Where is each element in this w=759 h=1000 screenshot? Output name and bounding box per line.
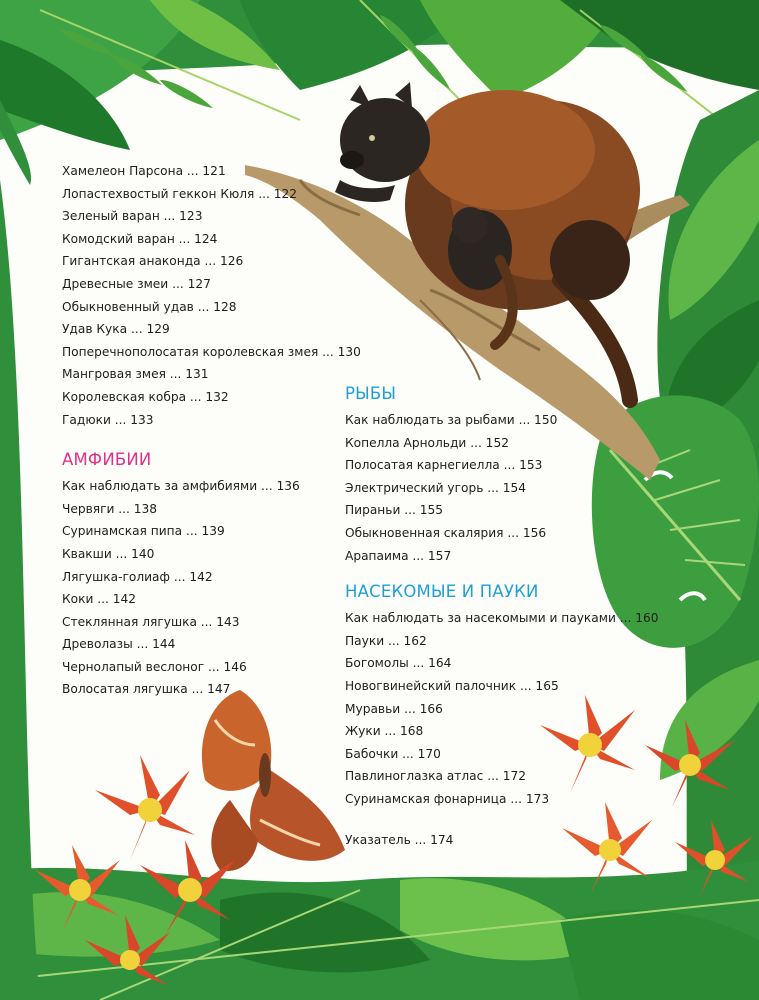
toc-entry[interactable]: Бабочки ... 170 bbox=[345, 746, 441, 761]
toc-entry[interactable]: Как наблюдать за насекомыми и пауками ... 160 bbox=[345, 611, 659, 626]
toc-entry[interactable]: Гигантская анаконда ... 126 bbox=[62, 254, 244, 269]
toc-entry-index[interactable]: Указатель ... 174 bbox=[345, 832, 454, 847]
section-heading-insects: НАСЕКОМЫЕ И ПАУКИ bbox=[345, 582, 539, 602]
toc-entry[interactable]: Суринамская фонарница ... 173 bbox=[345, 791, 550, 806]
toc-entry[interactable]: Поперечнополосатая королевская змея ... 130 bbox=[62, 344, 361, 359]
toc-entry[interactable]: Новогвинейский палочник ... 165 bbox=[345, 678, 559, 693]
insects-list bbox=[345, 607, 659, 810]
toc-entry[interactable]: Королевская кобра ... 132 bbox=[62, 389, 229, 404]
toc-entry[interactable]: Комодский варан ... 124 bbox=[62, 231, 218, 246]
toc-entry[interactable]: Полосатая карнегиелла ... 153 bbox=[345, 458, 543, 473]
toc-entry[interactable]: Как наблюдать за рыбами ... 150 bbox=[345, 413, 558, 427]
toc-entry[interactable]: Лопастехвостый геккон Кюля ... 122 bbox=[62, 186, 298, 201]
toc-entry[interactable]: Квакши ... 140 bbox=[62, 546, 155, 561]
toc-column-right bbox=[345, 383, 659, 851]
toc-entry[interactable]: Коки ... 142 bbox=[62, 592, 137, 607]
toc-entry[interactable]: Мангровая змея ... 131 bbox=[62, 367, 209, 382]
toc-entry[interactable]: Богомолы ... 164 bbox=[345, 656, 452, 671]
toc-entry[interactable]: Хамелеон Парсона ... 121 bbox=[62, 164, 226, 178]
toc-entry[interactable]: Удав Кука ... 129 bbox=[62, 322, 170, 337]
toc-entry[interactable]: Зеленый варан ... 123 bbox=[62, 209, 203, 224]
toc-entry[interactable]: Чернолапый веслоног ... 146 bbox=[62, 659, 247, 674]
amphibians-list bbox=[62, 475, 361, 701]
toc-entry[interactable]: Волосатая лягушка ... 147 bbox=[62, 682, 231, 697]
toc-entry[interactable]: Арапаима ... 157 bbox=[345, 548, 452, 563]
toc-entry[interactable]: Муравьи ... 166 bbox=[345, 701, 443, 716]
toc-entry[interactable]: Как наблюдать за амфибиями ... 136 bbox=[62, 479, 300, 494]
toc-entry[interactable]: Пауки ... 162 bbox=[345, 633, 427, 648]
toc-entry[interactable]: Древесные змеи ... 127 bbox=[62, 276, 211, 291]
toc-entry[interactable]: Павлиноглазка атлас ... 172 bbox=[345, 769, 526, 784]
toc-column-left bbox=[62, 160, 361, 701]
toc-entry[interactable]: Электрический угорь ... 154 bbox=[345, 480, 527, 495]
section-heading-fish: РЫБЫ bbox=[345, 384, 397, 403]
toc-entry[interactable]: Червяги ... 138 bbox=[62, 501, 158, 516]
fish-list bbox=[345, 409, 659, 567]
toc-entry[interactable]: Стеклянная лягушка ... 143 bbox=[62, 614, 240, 629]
section-heading-amphibians: АМФИБИИ bbox=[62, 450, 152, 470]
toc-entry[interactable]: Гадюки ... 133 bbox=[62, 412, 154, 427]
toc-entry[interactable]: Жуки ... 168 bbox=[345, 724, 424, 739]
toc-entry[interactable]: Копелла Арнольди ... 152 bbox=[345, 435, 509, 450]
toc-entry[interactable]: Древолазы ... 144 bbox=[62, 637, 176, 652]
toc-entry[interactable]: Лягушка-голиаф ... 142 bbox=[62, 569, 213, 584]
toc-entry[interactable]: Пираньи ... 155 bbox=[345, 503, 443, 518]
toc-entry[interactable]: Обыкновенный удав ... 128 bbox=[62, 299, 237, 314]
reptiles-list bbox=[62, 160, 361, 431]
toc-entry[interactable]: Обыкновенная скалярия ... 156 bbox=[345, 525, 547, 540]
toc-entry[interactable]: Суринамская пипа ... 139 bbox=[62, 524, 225, 539]
